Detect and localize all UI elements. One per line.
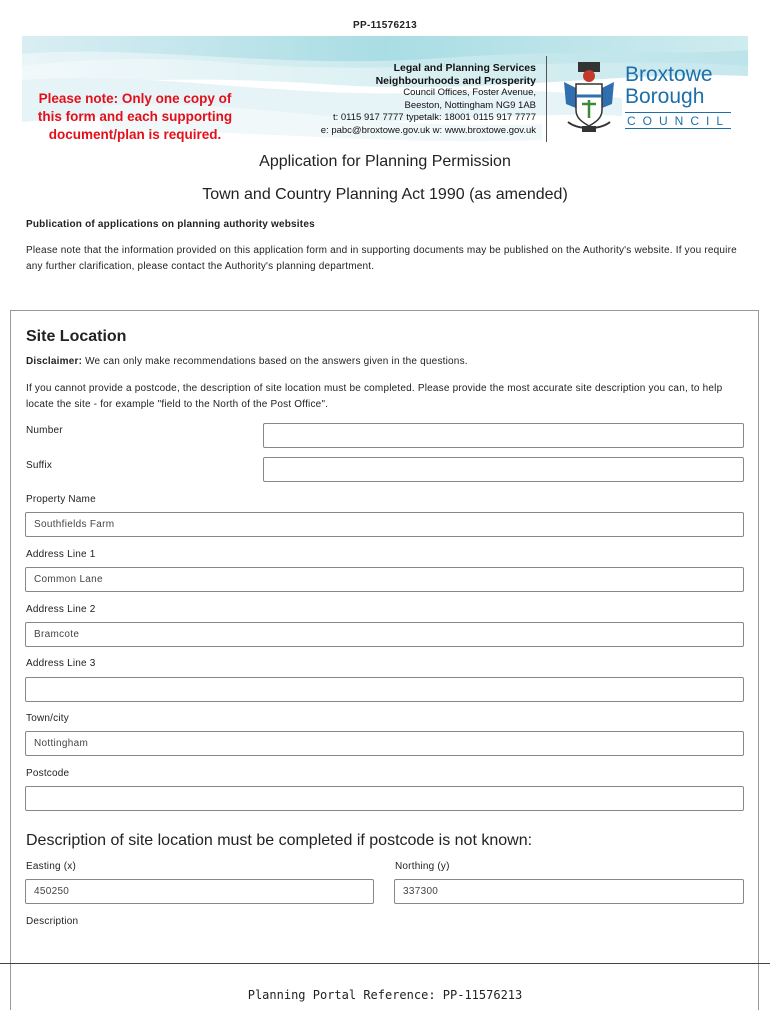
footer-reference: Planning Portal Reference: PP-11576213: [247, 988, 523, 1002]
disclaimer-text: We can only make recommendations based on the answers given in the questions.: [82, 356, 468, 367]
disclaimer-label: Disclaimer:: [26, 356, 83, 367]
number-label: Number: [26, 425, 63, 436]
address-line-3-label: Address Line 3: [26, 658, 96, 669]
address-line-2-label: Address Line 2: [26, 604, 96, 615]
postcode-field[interactable]: [25, 786, 744, 811]
brand-line-2: Borough: [625, 85, 705, 108]
department-name: Legal and Planning Services: [393, 62, 536, 74]
contact-block: [300, 62, 536, 137]
address-line-1: Council Offices, Foster Avenue,: [403, 87, 536, 98]
email-web-line: e: pabc@broxtowe.gov.uk w: www.broxtowe.gov.uk: [320, 124, 536, 136]
brand-line-1: Broxtowe: [625, 63, 713, 86]
easting-label: Easting (x): [26, 861, 76, 872]
phone-line: t: 0115 917 7777 typetalk: 18001 0115 917 7777: [332, 112, 536, 123]
suffix-label: Suffix: [26, 460, 53, 471]
site-description-heading: Description of site location must be completed if postcode is not known:: [26, 832, 533, 849]
address-line-2-field[interactable]: Bramcote: [25, 622, 744, 647]
town-label: Town/city: [26, 713, 69, 724]
division-name: Neighbourhoods and Prosperity: [375, 74, 536, 87]
number-field[interactable]: [263, 423, 744, 448]
section-title: Site Location: [26, 328, 127, 345]
property-name-field[interactable]: Southfields Farm: [25, 512, 744, 537]
publication-text: Please note that the information provided on this application form and in supporting documents may be published on the Authority's website. If you require any further clarification, please contact the Authority's planning department.: [26, 245, 737, 272]
header-divider: [546, 56, 547, 142]
reference-top: PP-11576213: [353, 20, 417, 31]
publication-heading: Publication of applications on planning authority websites: [26, 219, 315, 230]
council-brand: [625, 64, 731, 129]
description-label: Description: [26, 916, 79, 927]
disclaimer: [26, 356, 468, 367]
form-title: Application for Planning Permission: [259, 153, 511, 170]
brand-line-3: COUNCIL: [627, 114, 731, 128]
page-cut-line: [0, 963, 770, 964]
suffix-field[interactable]: [263, 457, 744, 482]
town-field[interactable]: Nottingham: [25, 731, 744, 756]
northing-field[interactable]: 337300: [394, 879, 744, 904]
council-crest-icon: [558, 60, 620, 134]
address-line-1-field[interactable]: Common Lane: [25, 567, 744, 592]
northing-label: Northing (y): [395, 861, 450, 872]
address-line-2: Beeston, Nottingham NG9 1AB: [404, 99, 536, 111]
site-location-section: [10, 310, 759, 1010]
address-line-3-field[interactable]: [25, 677, 744, 702]
address-line-1-label: Address Line 1: [26, 549, 96, 560]
postcode-label: Postcode: [26, 768, 70, 779]
site-help-text: If you cannot provide a postcode, the description of site location must be completed. Please provide the most accurate site description you can, to help locate the site - for example "field to the North of the Post Office".: [26, 383, 723, 410]
single-copy-note: Please note: Only one copy of this form and each supporting document/plan is required.: [37, 91, 233, 142]
property-name-label: Property Name: [26, 494, 96, 505]
form-subtitle: Town and Country Planning Act 1990 (as amended): [202, 186, 568, 203]
easting-field[interactable]: 450250: [25, 879, 374, 904]
